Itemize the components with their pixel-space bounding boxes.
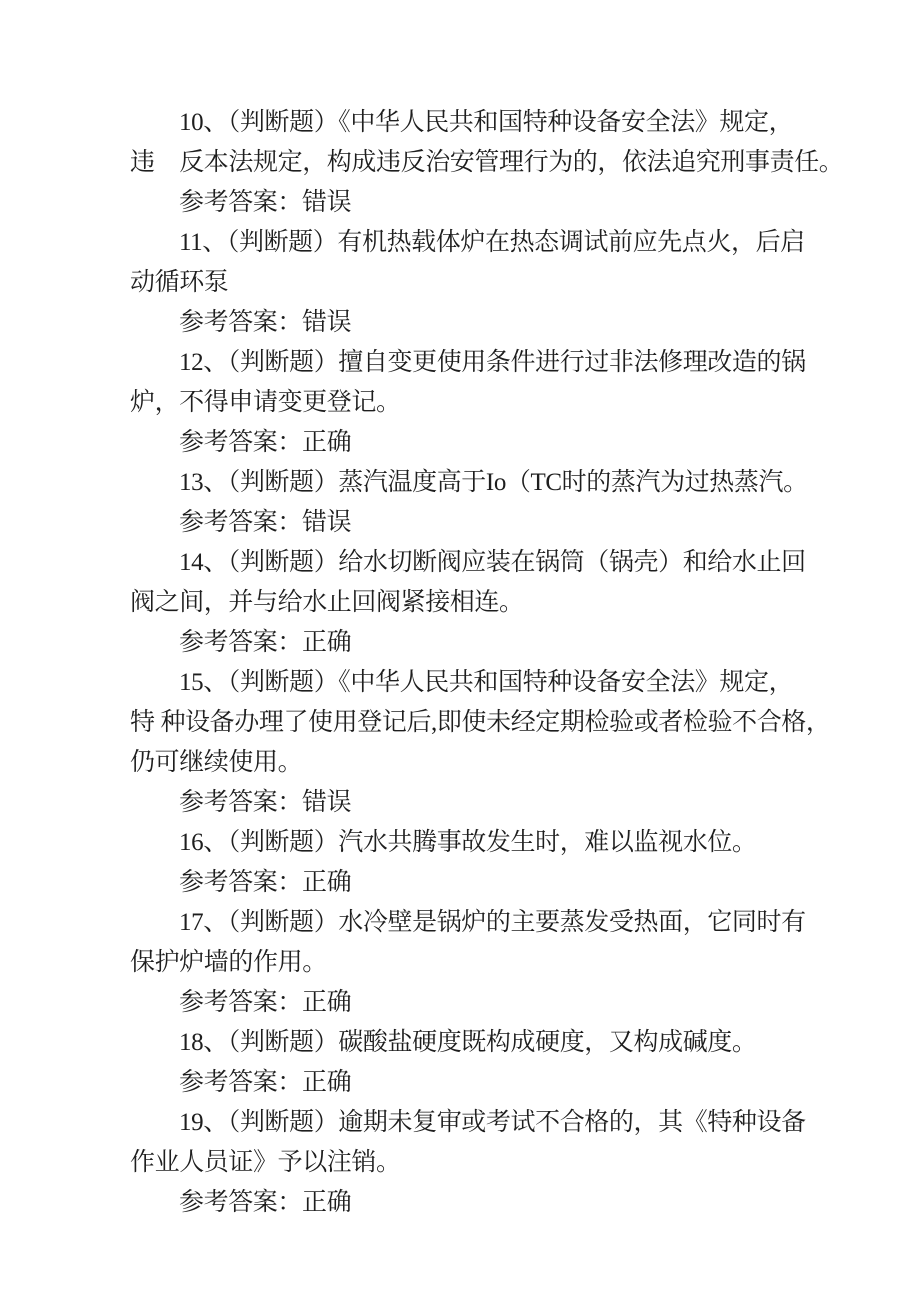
question-15-answer-line: 参考答案：错误: [179, 789, 352, 816]
question-11-text-line: 11、（判断题）有机热载体炉在热态调试前应先点火，后启: [179, 229, 805, 256]
question-11-block: [130, 223, 830, 343]
question-17-text-line: 保护炉墙的作用。: [130, 949, 327, 976]
question-12-answer-line: 参考答案：正确: [179, 429, 352, 456]
question-14-block: [130, 543, 830, 663]
question-16-answer-line: 参考答案：正确: [179, 869, 352, 896]
question-15-block: [130, 663, 830, 823]
question-18-block: [130, 1023, 830, 1103]
question-12-text-line: 12、（判断题）擅自变更使用条件进行过非法修理改造的锅: [179, 349, 806, 376]
question-19-answer-line: 参考答案：正确: [179, 1189, 352, 1216]
question-14-text-line: 阀之间，并与给水止回阀紧接相连。: [130, 589, 524, 616]
question-14-text-line: 14、（判断题）给水切断阀应装在锅筒（锅壳）和给水止回: [179, 549, 806, 576]
question-16-text-line: 16、（判断题）汽水共腾事故发生时，难以监视水位。: [179, 829, 757, 856]
question-12-block: [130, 343, 830, 463]
question-10-text-line: 10、（判断题）《中华人民共和国特种设备安全法》规定，: [179, 109, 794, 136]
question-13-answer-line: 参考答案：错误: [179, 509, 352, 536]
question-12-text-line: 炉，不得申请变更登记。: [130, 389, 401, 416]
question-10-text-line: 违 反本法规定，构成违反治安管理行为的，依法追究刑事责任。: [130, 149, 844, 176]
question-10-block: [130, 103, 844, 223]
question-13-block: [130, 463, 830, 543]
question-list: [130, 103, 844, 1223]
question-10-answer-line: 参考答案：错误: [179, 189, 352, 216]
question-15-text-line: 仍可继续使用。: [130, 749, 303, 776]
question-14-answer-line: 参考答案：正确: [179, 629, 352, 656]
question-17-block: [130, 903, 830, 1023]
question-18-text-line: 18、（判断题）碳酸盐硬度既构成硬度，又构成碱度。: [179, 1029, 757, 1056]
question-11-text-line: 动循环泵: [130, 269, 229, 296]
question-13-text-line: 13、（判断题）蒸汽温度高于Io（TC时的蒸汽为过热蒸汽。: [179, 469, 808, 496]
question-17-text-line: 17、（判断题）水冷壁是锅炉的主要蒸发受热面，它同时有: [179, 909, 806, 936]
question-15-text-line: 15、（判断题）《中华人民共和国特种设备安全法》规定，: [179, 669, 794, 696]
question-18-answer-line: 参考答案：正确: [179, 1069, 352, 1096]
question-19-text-line: 作业人员证》予以注销。: [130, 1149, 401, 1176]
question-19-block: [130, 1103, 830, 1223]
question-16-block: [130, 823, 830, 903]
question-17-answer-line: 参考答案：正确: [179, 989, 352, 1016]
question-11-answer-line: 参考答案：错误: [179, 309, 352, 336]
question-19-text-line: 19、（判断题）逾期未复审或考试不合格的，其《特种设备: [179, 1109, 806, 1136]
question-15-text-line: 特 种设备办理了使用登记后,即使未经定期检验或者检验不合格，: [130, 709, 831, 736]
